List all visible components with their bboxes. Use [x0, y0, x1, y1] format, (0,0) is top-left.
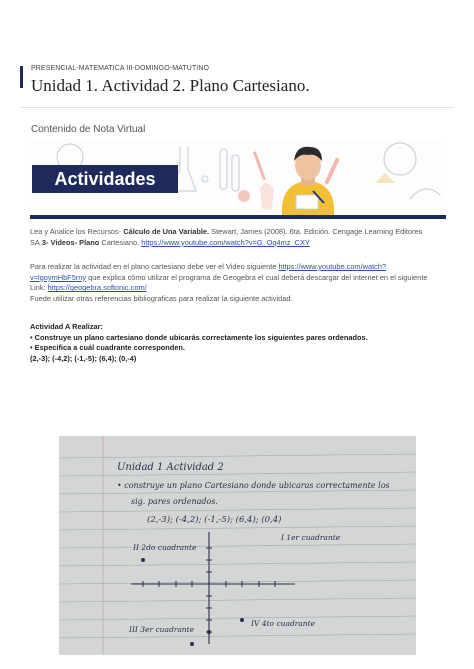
course-name[interactable]: PRESENCIAL-MATEMATICA III-DOMINGO-MATUTINO — [31, 65, 210, 72]
resources-paragraph: Lea y Analice los Recursos- Cálculo de Una Variable. Stewart, James (2008). 6ta. Edición. Cengage Learning Editores SA.3- Videos- Plano Cartesiano. https://www.youtube.com/watch?v=G_Oq4mz_CXY — [30, 227, 423, 247]
svg-text:Unidad 1 Actividad 2: Unidad 1 Actividad 2 — [117, 462, 224, 473]
banner-title: Actividades — [32, 165, 178, 193]
ordered-pairs: (2,-3); (-4,2); (-1,-5); (6,4); (0,-4) — [30, 353, 137, 363]
activity-section — [30, 322, 442, 364]
geogebra-link[interactable]: https://geogebra.softonic.com/ — [47, 283, 147, 293]
header-accent-bar — [20, 66, 23, 88]
svg-text:IV 4to cuadrante: IV 4to cuadrante — [251, 619, 316, 628]
svg-text:• construye un plano Cartesian: • construye un plano Cartesiano donde ubicaras correctamente los — [117, 481, 390, 490]
references-note: Fuede utilizar otras referencias bibliograficas para realizar la siguiente actividad. — [30, 293, 293, 303]
svg-text:III 3er cuadrante: III 3er cuadrante — [129, 625, 195, 634]
activity-item-2: • Especifica a cuál cuadrante corresponden. — [30, 343, 185, 353]
instructions-paragraph: Para realizar la actividad en el plano cartesiano debe ver el Video siguiente https://www.youtube.com/watch?v=lgoymHbF5rny que explica cómo utilizar el programa de Geogebra el cual deberá descargar del internet en el siguiente Link: https://geogebra.softonic.com/ Fuede utilizar otras referencias bibliograficas para realizar la siguiente actividad. — [30, 262, 428, 303]
activities-banner — [30, 139, 446, 219]
header-divider — [20, 107, 454, 108]
section-label: Contenido de Nota Virtual — [31, 124, 146, 135]
notebook-photo — [59, 436, 416, 655]
video-link-1[interactable]: https://www.youtube.com/watch?v=G_Oq4mz_CXY — [141, 237, 310, 247]
svg-text:(2,-3); (-4,2); (-1,-5); (6,4): (2,-3); (-4,2); (-1,-5); (6,4); (0,4) — [147, 515, 282, 525]
banner-bottom-stripe — [30, 215, 446, 219]
svg-text:II 2do cuadrante: II 2do cuadrante — [133, 543, 197, 552]
activity-heading: Actividad A Realizar: — [30, 322, 103, 331]
notebook-sketch — [59, 436, 416, 655]
activity-item-1: • Construye un plano cartesiano donde ubicarás correctamente los siguientes pares ordenados. — [30, 332, 368, 342]
page-title: Unidad 1. Actividad 2. Plano Cartesiano. — [31, 76, 310, 95]
svg-text:I 1er cuadrante: I 1er cuadrante — [281, 533, 341, 542]
video-link-2[interactable]: https://www.youtube.com/watch?v=lgoymHbF5rny — [30, 262, 387, 282]
svg-text:sig. pares ordenados.: sig. pares ordenados. — [131, 497, 218, 506]
